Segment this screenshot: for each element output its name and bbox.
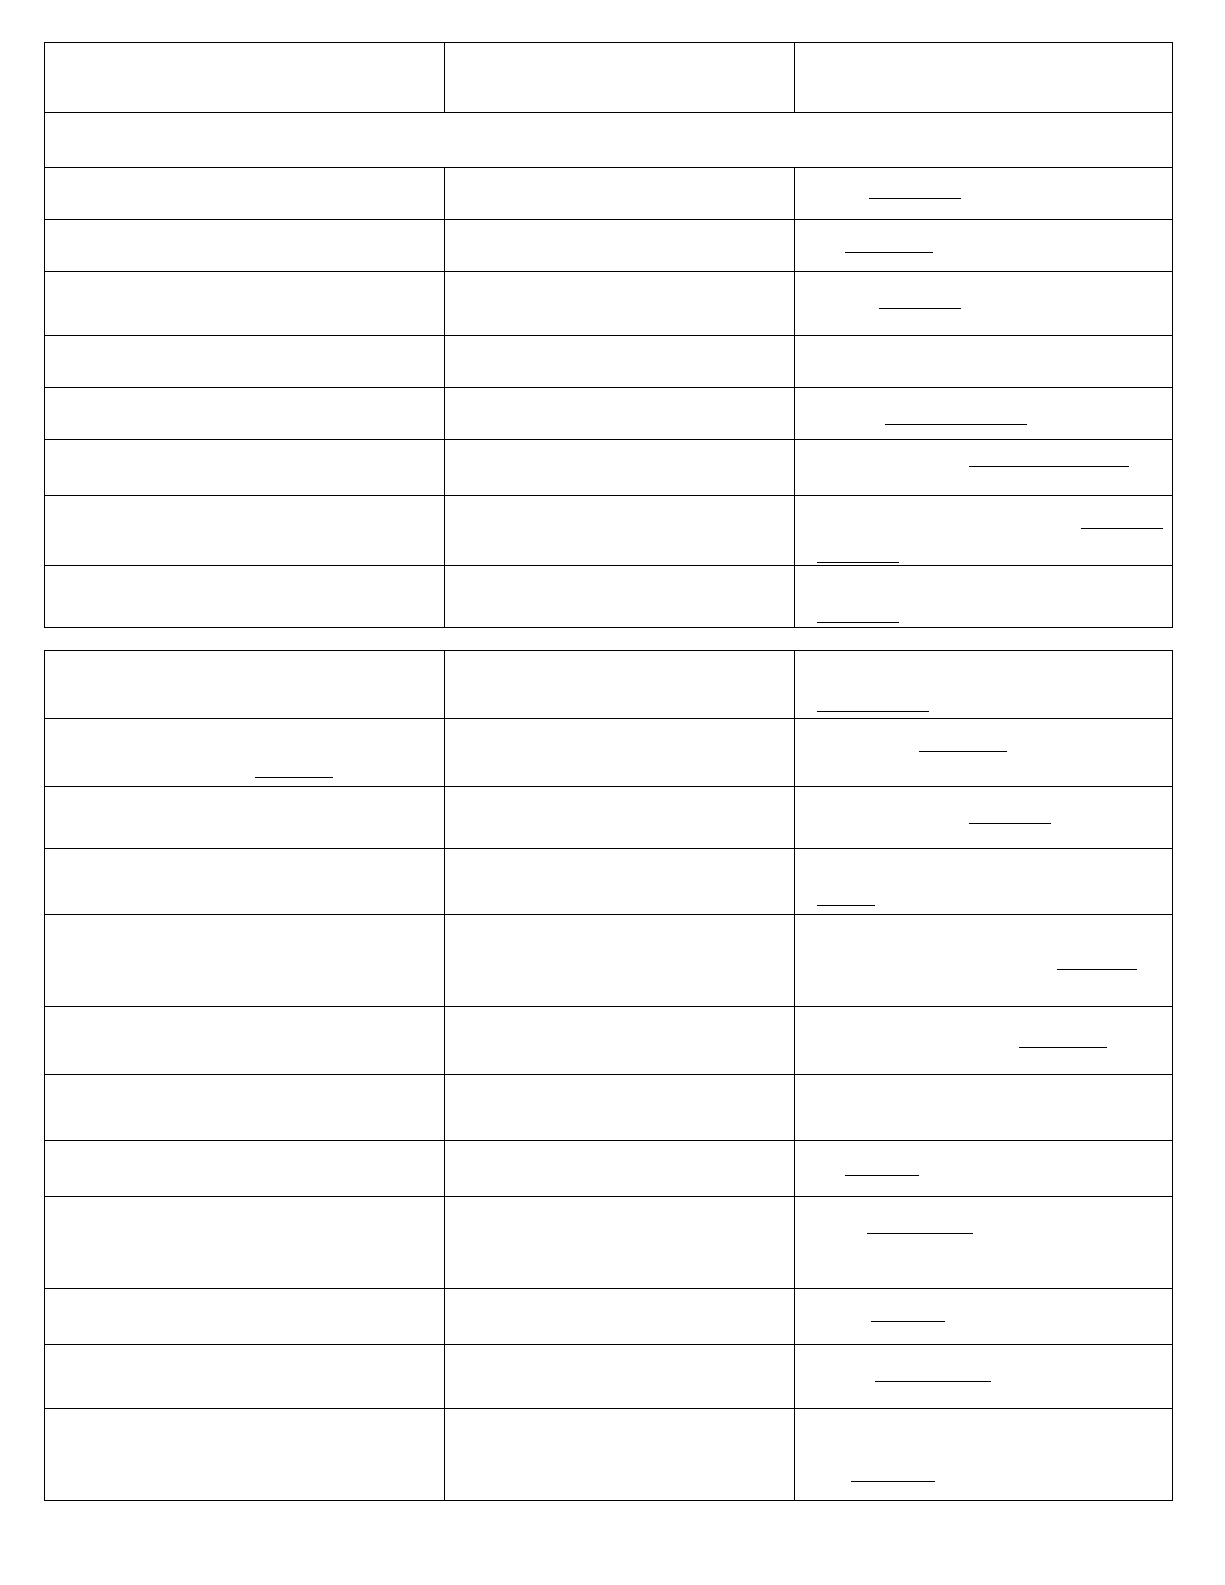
table-cell [45,113,1173,168]
table-cell [45,1289,445,1345]
cell-content [451,444,788,490]
cell-content [51,1079,438,1135]
table-cell [45,168,445,220]
answer-rule [871,1321,945,1322]
table-cell [445,719,795,787]
cell-content [801,853,1166,909]
table-cell [795,1007,1173,1075]
answer-rule [255,777,333,778]
cell-content [51,1201,438,1283]
answer-rule [845,1175,919,1176]
cell-content [801,1145,1166,1191]
table-cell [445,1409,795,1501]
table-cell [445,849,795,915]
cell-content [51,655,438,713]
cell-content [451,919,788,1001]
answer-rule [867,1233,973,1234]
cell-content [451,1413,788,1495]
table-cell [45,43,445,113]
answer-rule [845,252,933,253]
table-cell [795,272,1173,336]
table-cell [445,1007,795,1075]
table-cell [45,336,445,388]
cell-content [51,1145,438,1191]
cell-content [51,392,438,434]
table-cell [45,1409,445,1501]
cell-content [801,791,1166,843]
table-cell [445,566,795,628]
cell-content [801,47,1166,107]
cell-content [451,224,788,266]
table-cell [45,272,445,336]
cell-content [51,119,1166,161]
table-row [45,1289,1173,1345]
answer-rule [1019,1047,1107,1048]
table-cell [45,651,445,719]
cell-content [451,1201,788,1283]
cell-content [801,1293,1166,1339]
answer-rule [851,1481,935,1482]
cell-content [51,723,438,781]
table-cell [445,220,795,272]
table-cell [45,496,445,566]
table-cell [795,787,1173,849]
cell-content [801,392,1166,434]
cell-content [451,723,788,781]
table-row [45,1141,1173,1197]
table-cell [795,849,1173,915]
cell-content [51,919,438,1001]
cell-content [801,1201,1166,1283]
cell-content [801,1079,1166,1135]
upper-table [44,42,1173,628]
answer-rule [919,751,1007,752]
cell-content [51,791,438,843]
table-row [45,388,1173,440]
cell-content [801,224,1166,266]
cell-content [451,276,788,330]
answer-rule [1081,528,1163,529]
cell-content [51,500,438,560]
table-cell [795,168,1173,220]
table-cell [445,1141,795,1197]
cell-content [801,1413,1166,1495]
answer-rule [885,424,1027,425]
cell-content [451,1079,788,1135]
cell-content [451,47,788,107]
table-row [45,1007,1173,1075]
table-row [45,915,1173,1007]
answer-rule [969,823,1051,824]
cell-content [51,172,438,214]
cell-content [451,500,788,560]
table-cell [795,496,1173,566]
table-cell [45,388,445,440]
answer-rule [1057,969,1137,970]
table-row [45,651,1173,719]
table-cell [795,651,1173,719]
table-cell [795,1409,1173,1501]
upper-table-body [45,43,1173,628]
table-row [45,1197,1173,1289]
table-cell [445,336,795,388]
table-cell [795,1075,1173,1141]
table-cell [795,1345,1173,1409]
table-row [45,849,1173,915]
lower-table-body [45,651,1173,1501]
cell-content [451,1293,788,1339]
table-cell [45,915,445,1007]
table-row [45,1409,1173,1501]
table-cell [795,719,1173,787]
cell-content [801,500,1166,560]
cell-content [451,1349,788,1403]
cell-content [51,276,438,330]
cell-content [801,655,1166,713]
table-row [45,168,1173,220]
answer-rule [875,1381,991,1382]
cell-content [51,1293,438,1339]
table-cell [445,915,795,1007]
cell-content [801,276,1166,330]
answer-rule [817,562,899,563]
table-cell [45,1197,445,1289]
table-cell [795,336,1173,388]
table-cell [795,43,1173,113]
table-cell [445,1345,795,1409]
cell-content [451,1011,788,1069]
table-cell [445,496,795,566]
table-cell [45,1007,445,1075]
cell-content [51,224,438,266]
cell-content [51,1413,438,1495]
answer-rule [817,622,899,623]
table-row [45,272,1173,336]
answer-rule [869,198,961,199]
cell-content [451,172,788,214]
table-cell [445,651,795,719]
table-row [45,787,1173,849]
table-cell [795,915,1173,1007]
table-cell [445,388,795,440]
table-row [45,1345,1173,1409]
table-cell [445,1197,795,1289]
cell-content [451,392,788,434]
table-cell [445,1289,795,1345]
cell-content [451,570,788,622]
cell-content [51,570,438,622]
answer-rule [817,711,929,712]
table-cell [795,388,1173,440]
cell-content [801,1349,1166,1403]
cell-content [451,791,788,843]
table-cell [795,440,1173,496]
table-row [45,719,1173,787]
cell-content [801,570,1166,622]
cell-content [51,47,438,107]
table-row [45,220,1173,272]
table-cell [45,849,445,915]
cell-content [801,172,1166,214]
cell-content [51,1349,438,1403]
table-row [45,1075,1173,1141]
table-row [45,440,1173,496]
table-cell [795,220,1173,272]
table-row [45,43,1173,113]
cell-content [801,340,1166,382]
table-cell [45,1075,445,1141]
cell-content [451,1145,788,1191]
answer-rule [969,466,1129,467]
cell-content [451,340,788,382]
table-cell [45,787,445,849]
table-cell [795,1141,1173,1197]
table-cell [45,220,445,272]
table-row [45,336,1173,388]
table-cell [445,43,795,113]
table-cell [445,272,795,336]
table-cell [45,566,445,628]
table-cell [45,1141,445,1197]
answer-rule [879,308,961,309]
table-cell [445,440,795,496]
table-cell [45,440,445,496]
lower-table [44,650,1173,1501]
table-cell [45,1345,445,1409]
table-cell [445,787,795,849]
table-cell [45,719,445,787]
cell-content [801,723,1166,781]
table-cell [795,1197,1173,1289]
table-row [45,496,1173,566]
table-cell [445,168,795,220]
cell-content [51,1011,438,1069]
table-row [45,113,1173,168]
table-cell [445,1075,795,1141]
cell-content [801,919,1166,1001]
cell-content [51,340,438,382]
answer-rule [817,905,875,906]
cell-content [451,655,788,713]
cell-content [801,444,1166,490]
table-cell [795,1289,1173,1345]
table-cell [795,566,1173,628]
cell-content [51,853,438,909]
cell-content [801,1011,1166,1069]
cell-content [451,853,788,909]
table-row [45,566,1173,628]
cell-content [51,444,438,490]
